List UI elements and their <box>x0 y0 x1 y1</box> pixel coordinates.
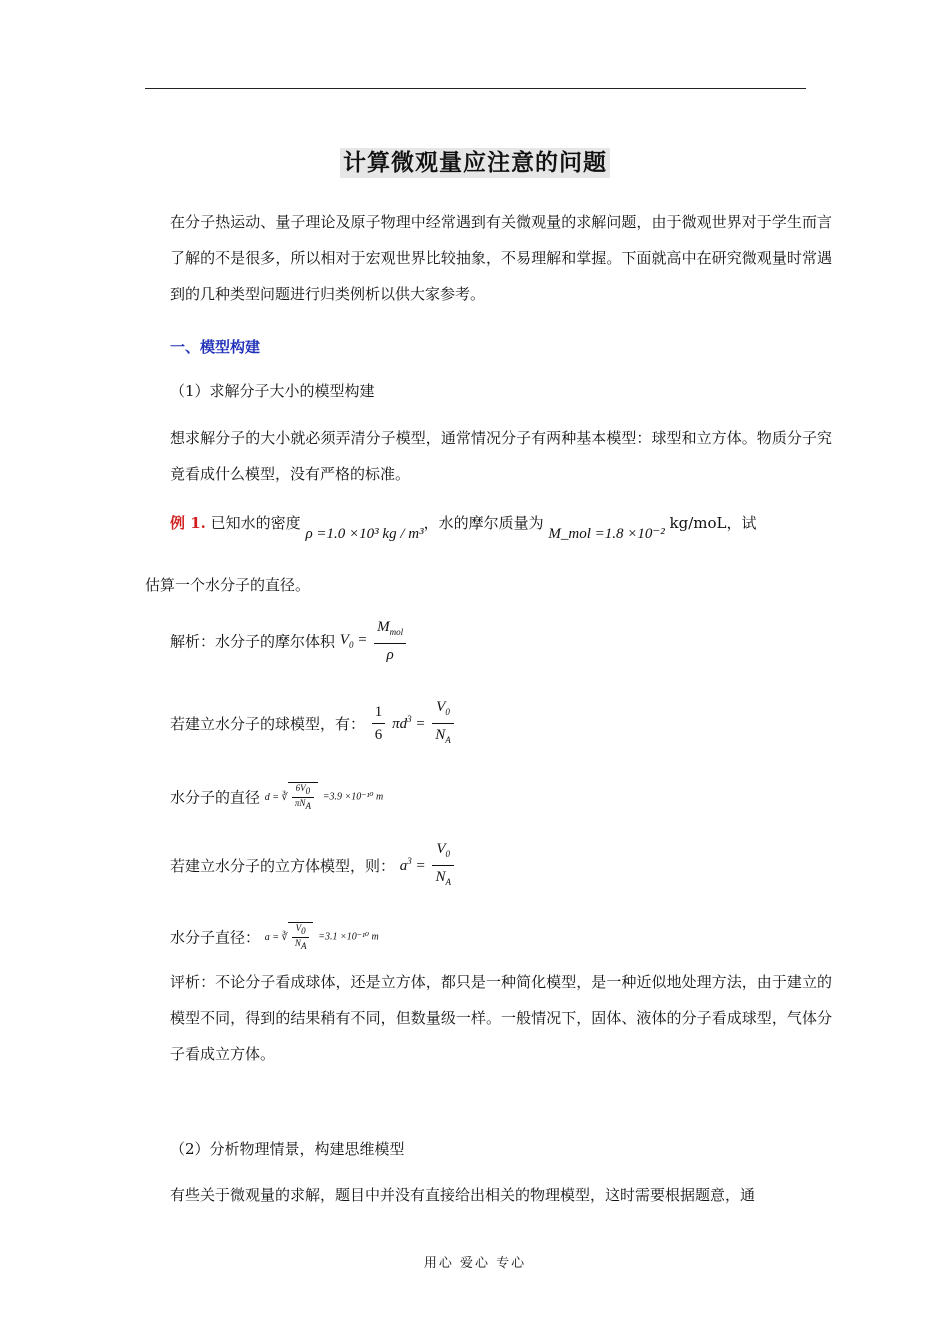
sphere-diameter-label: 水分子的直径 <box>170 788 261 807</box>
analysis-label: 解析：水分子的摩尔体积 <box>170 632 336 651</box>
cube-model-line <box>145 838 832 893</box>
example-1-line <box>145 512 832 542</box>
cube-diameter-label: 水分子直径： <box>170 928 261 947</box>
page-title: 计算微观量应注意的问题 <box>0 144 950 177</box>
intro-paragraph: 在分子热运动、量子理论及原子物理中经常遇到有关微观量的求解问题，由于微观世界对于学生而言了解的不是很多，所以相对于宏观世界比较抽象，不易理解和掌握。下面就高中在研究微观量时常遇到的几种类型问题进行归类例析以供大家参考。 <box>170 213 832 303</box>
cube-diameter-line <box>145 922 832 952</box>
header-rule <box>145 88 806 89</box>
cube-ratio-fraction: $\frac{V_0}{N_A}$ <box>432 838 454 893</box>
molar-volume-formula: $V_0$ = <box>339 632 368 650</box>
subsection-2-text: 有些关于微观量的求解，题目中并没有直接给出相关的物理模型，这时需要根据题意，通 <box>170 1186 756 1204</box>
sphere-model-line <box>145 696 832 751</box>
section-heading-model: 一、模型构建 <box>170 338 261 356</box>
sphere-model-label: 若建立水分子的球模型，有： <box>170 715 366 733</box>
example-text-1: 已知水的密度 <box>210 514 301 532</box>
subsection-title-2: （2）分析物理情景，构建思维模型 <box>170 1140 405 1158</box>
example-text-2: ，水的摩尔质量为 <box>423 514 544 532</box>
example-label: 例 1. <box>170 514 206 532</box>
example-1-continuation: 估算一个水分子的直径。 <box>145 576 311 594</box>
example-text-3: kg/moL，试 <box>664 514 757 532</box>
molar-mass-equation: M_mol =1.8 ×10⁻² <box>548 526 665 542</box>
cube-diameter-result: =3.1 ×10⁻¹⁰ m <box>318 931 379 943</box>
subsection-1-text: 想求解分子的大小就必须弄清分子模型，通常情况分子有两种基本模型：球型和立方体。物质分子究竟看成什么模型，没有严格的标准。 <box>170 429 832 483</box>
one-sixth-fraction: $\frac{1}{6}$ <box>372 701 386 746</box>
sphere-diameter-formula: d = ∛ $\frac{6V_0}{\pi N_A}$ <box>265 792 318 803</box>
cube-model-label: 若建立水分子的立方体模型，则： <box>170 857 396 875</box>
density-equation: ρ =1.0 ×10³ kg / m³ <box>305 526 424 542</box>
comment-paragraph: 评析：不论分子看成球体，还是立方体，都只是一种简化模型，是一种近似地处理方法，由于建立的模型不同，得到的结果稍有不同，但数量级一样。一般情况下，固体、液体的分子看成球型，气体分子看成立方体。 <box>170 973 832 1063</box>
sphere-diameter-result: =3.9 ×10⁻¹⁰ m <box>322 791 384 803</box>
analysis-line <box>145 616 832 666</box>
subsection-title-1: （1）求解分子大小的模型构建 <box>170 382 375 400</box>
molar-volume-fraction: $\frac{M_{mol}}{\rho}$ <box>374 616 406 666</box>
sphere-ratio-fraction: $\frac{V_0}{N_A}$ <box>432 696 454 751</box>
page-footer: 用心 爱心 专心 <box>423 1256 527 1271</box>
cube-diameter-formula: a = ∛ $\frac{V_0}{N_A}$ <box>265 932 314 943</box>
sphere-volume-expr: $\pi d^3$ = <box>392 714 426 732</box>
sphere-diameter-line <box>145 782 832 812</box>
cube-volume-expr: $a^3$ = <box>399 856 426 874</box>
